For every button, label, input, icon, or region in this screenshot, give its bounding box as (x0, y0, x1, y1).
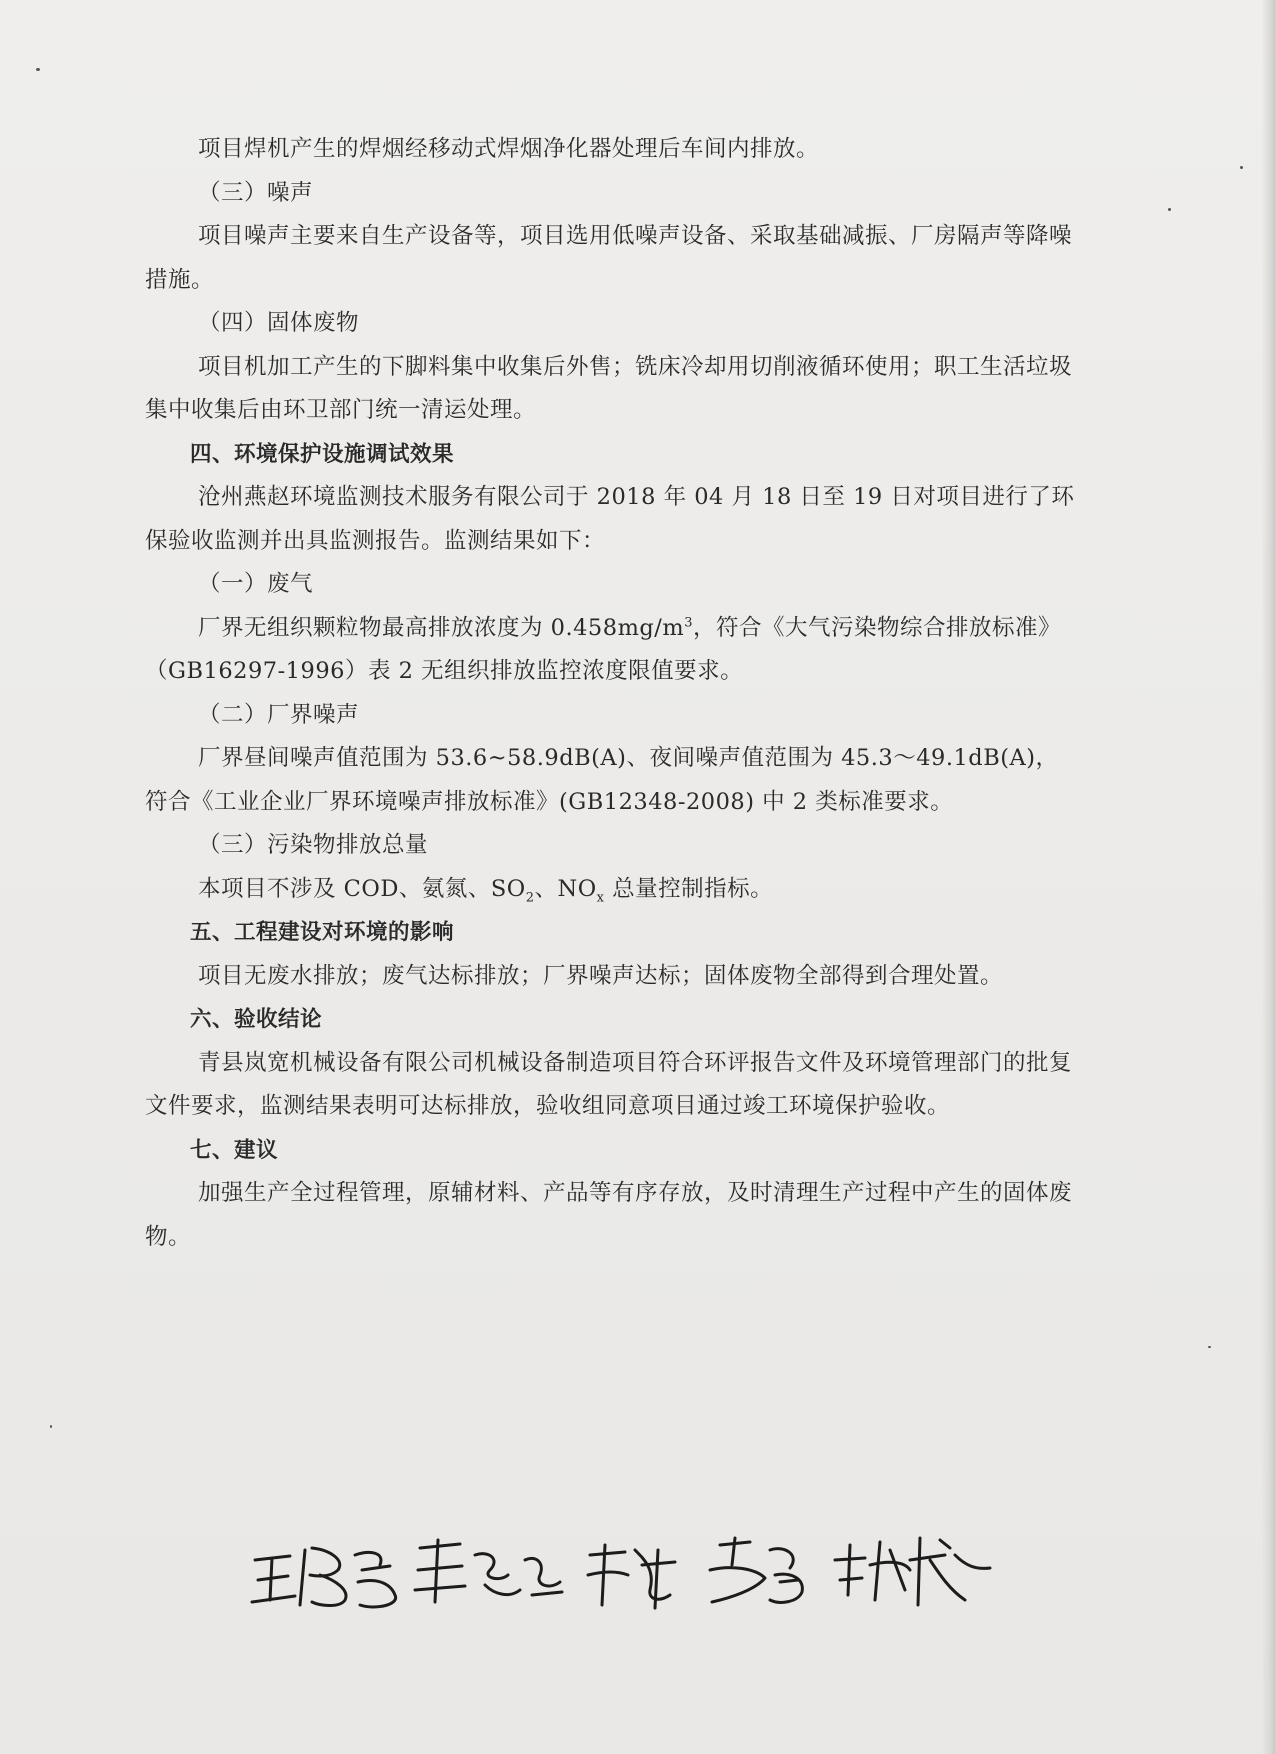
scan-speck (1168, 208, 1171, 211)
section-heading: 六、验收结论 (190, 1007, 323, 1032)
signature-4 (710, 1538, 802, 1602)
section-heading: 七、建议 (190, 1137, 279, 1163)
subsection-heading: （三）污染物排放总量 (198, 832, 429, 858)
subsection-heading: （三）噪声 (198, 179, 314, 206)
scan-speck (36, 68, 40, 71)
body-paragraph: 沧州燕赵环境监测技术服务有限公司于 2018 年 04 月 18 日至 19 日对项目进行了环保验收监测并出具监测报告。监测结果如下： (145, 484, 1075, 554)
handwritten-signatures (250, 1520, 1010, 1620)
scan-speck (1240, 166, 1243, 169)
body-paragraph: 项目机加工产生的下脚料集中收集后外售；铣床冷却用切削液循环使用；职工生活垃圾集中收集后由环卫部门统一清运处理。 (145, 353, 1073, 423)
body-paragraph: 项目焊机产生的焊烟经移动式焊烟净化器处理后车间内排放。 (198, 136, 820, 162)
subsection-heading: （四）固体废物 (198, 310, 360, 336)
air-result-paragraph: 厂界无组织颗粒物最高排放浓度为 $0.458mg/m^3$，符合《大气污染物综合排放标准》（GB16297-1996）表 2 无组织排放监控浓度限值要求。 (145, 614, 1062, 684)
body-paragraph: 厂界昼间噪声值范围为 53.6~58.9dB(A)、夜间噪声值范围为 45.3～49.1dB(A)，符合《工业企业厂界环境噪声排放标准》(GB12348-2008) 中 2 类标准要求。 (145, 745, 1059, 815)
scan-speck (50, 1425, 52, 1428)
body-paragraph: 项目噪声主要来自生产设备等，项目选用低噪声设备、采取基础减振、厂房隔声等降噪措施。 (145, 223, 1073, 293)
signature-3 (588, 1545, 675, 1608)
body-paragraph: 青县岚宽机械设备有限公司机械设备制造项目符合环评报告文件及环境管理部门的批复文件要求，监测结果表明可达标排放，验收组同意项目通过竣工环境保护验收。 (145, 1049, 1073, 1119)
body-paragraph: 加强生产全过程管理，原辅材料、产品等有序存放，及时清理生产过程中产生的固体废物。 (145, 1180, 1073, 1250)
signature-2 (415, 1540, 562, 1602)
total-emission-paragraph: 本项目不涉及 COD、氨氮、$SO_2$、$NO_x$ 总量控制指标。 (198, 875, 774, 905)
page-edge-shadow (1261, 0, 1275, 1754)
body-paragraph: 项目无废水排放；废气达标排放；厂界噪声达标；固体废物全部得到合理处置。 (198, 962, 1004, 989)
document-body (145, 128, 1080, 1259)
section-block-3 (145, 911, 1080, 1259)
signature-5 (835, 1538, 990, 1605)
subsection-heading: （二）厂界噪声 (198, 701, 360, 728)
section-heading: 四、环境保护设施调试效果 (190, 441, 455, 467)
section-block-2 (145, 694, 1080, 868)
signature-1 (252, 1548, 396, 1607)
section-block-1 (145, 128, 1080, 607)
scan-speck (1208, 1346, 1211, 1348)
subsection-heading: （一）废气 (198, 571, 314, 597)
section-heading: 五、工程建设对环境的影响 (190, 920, 455, 945)
